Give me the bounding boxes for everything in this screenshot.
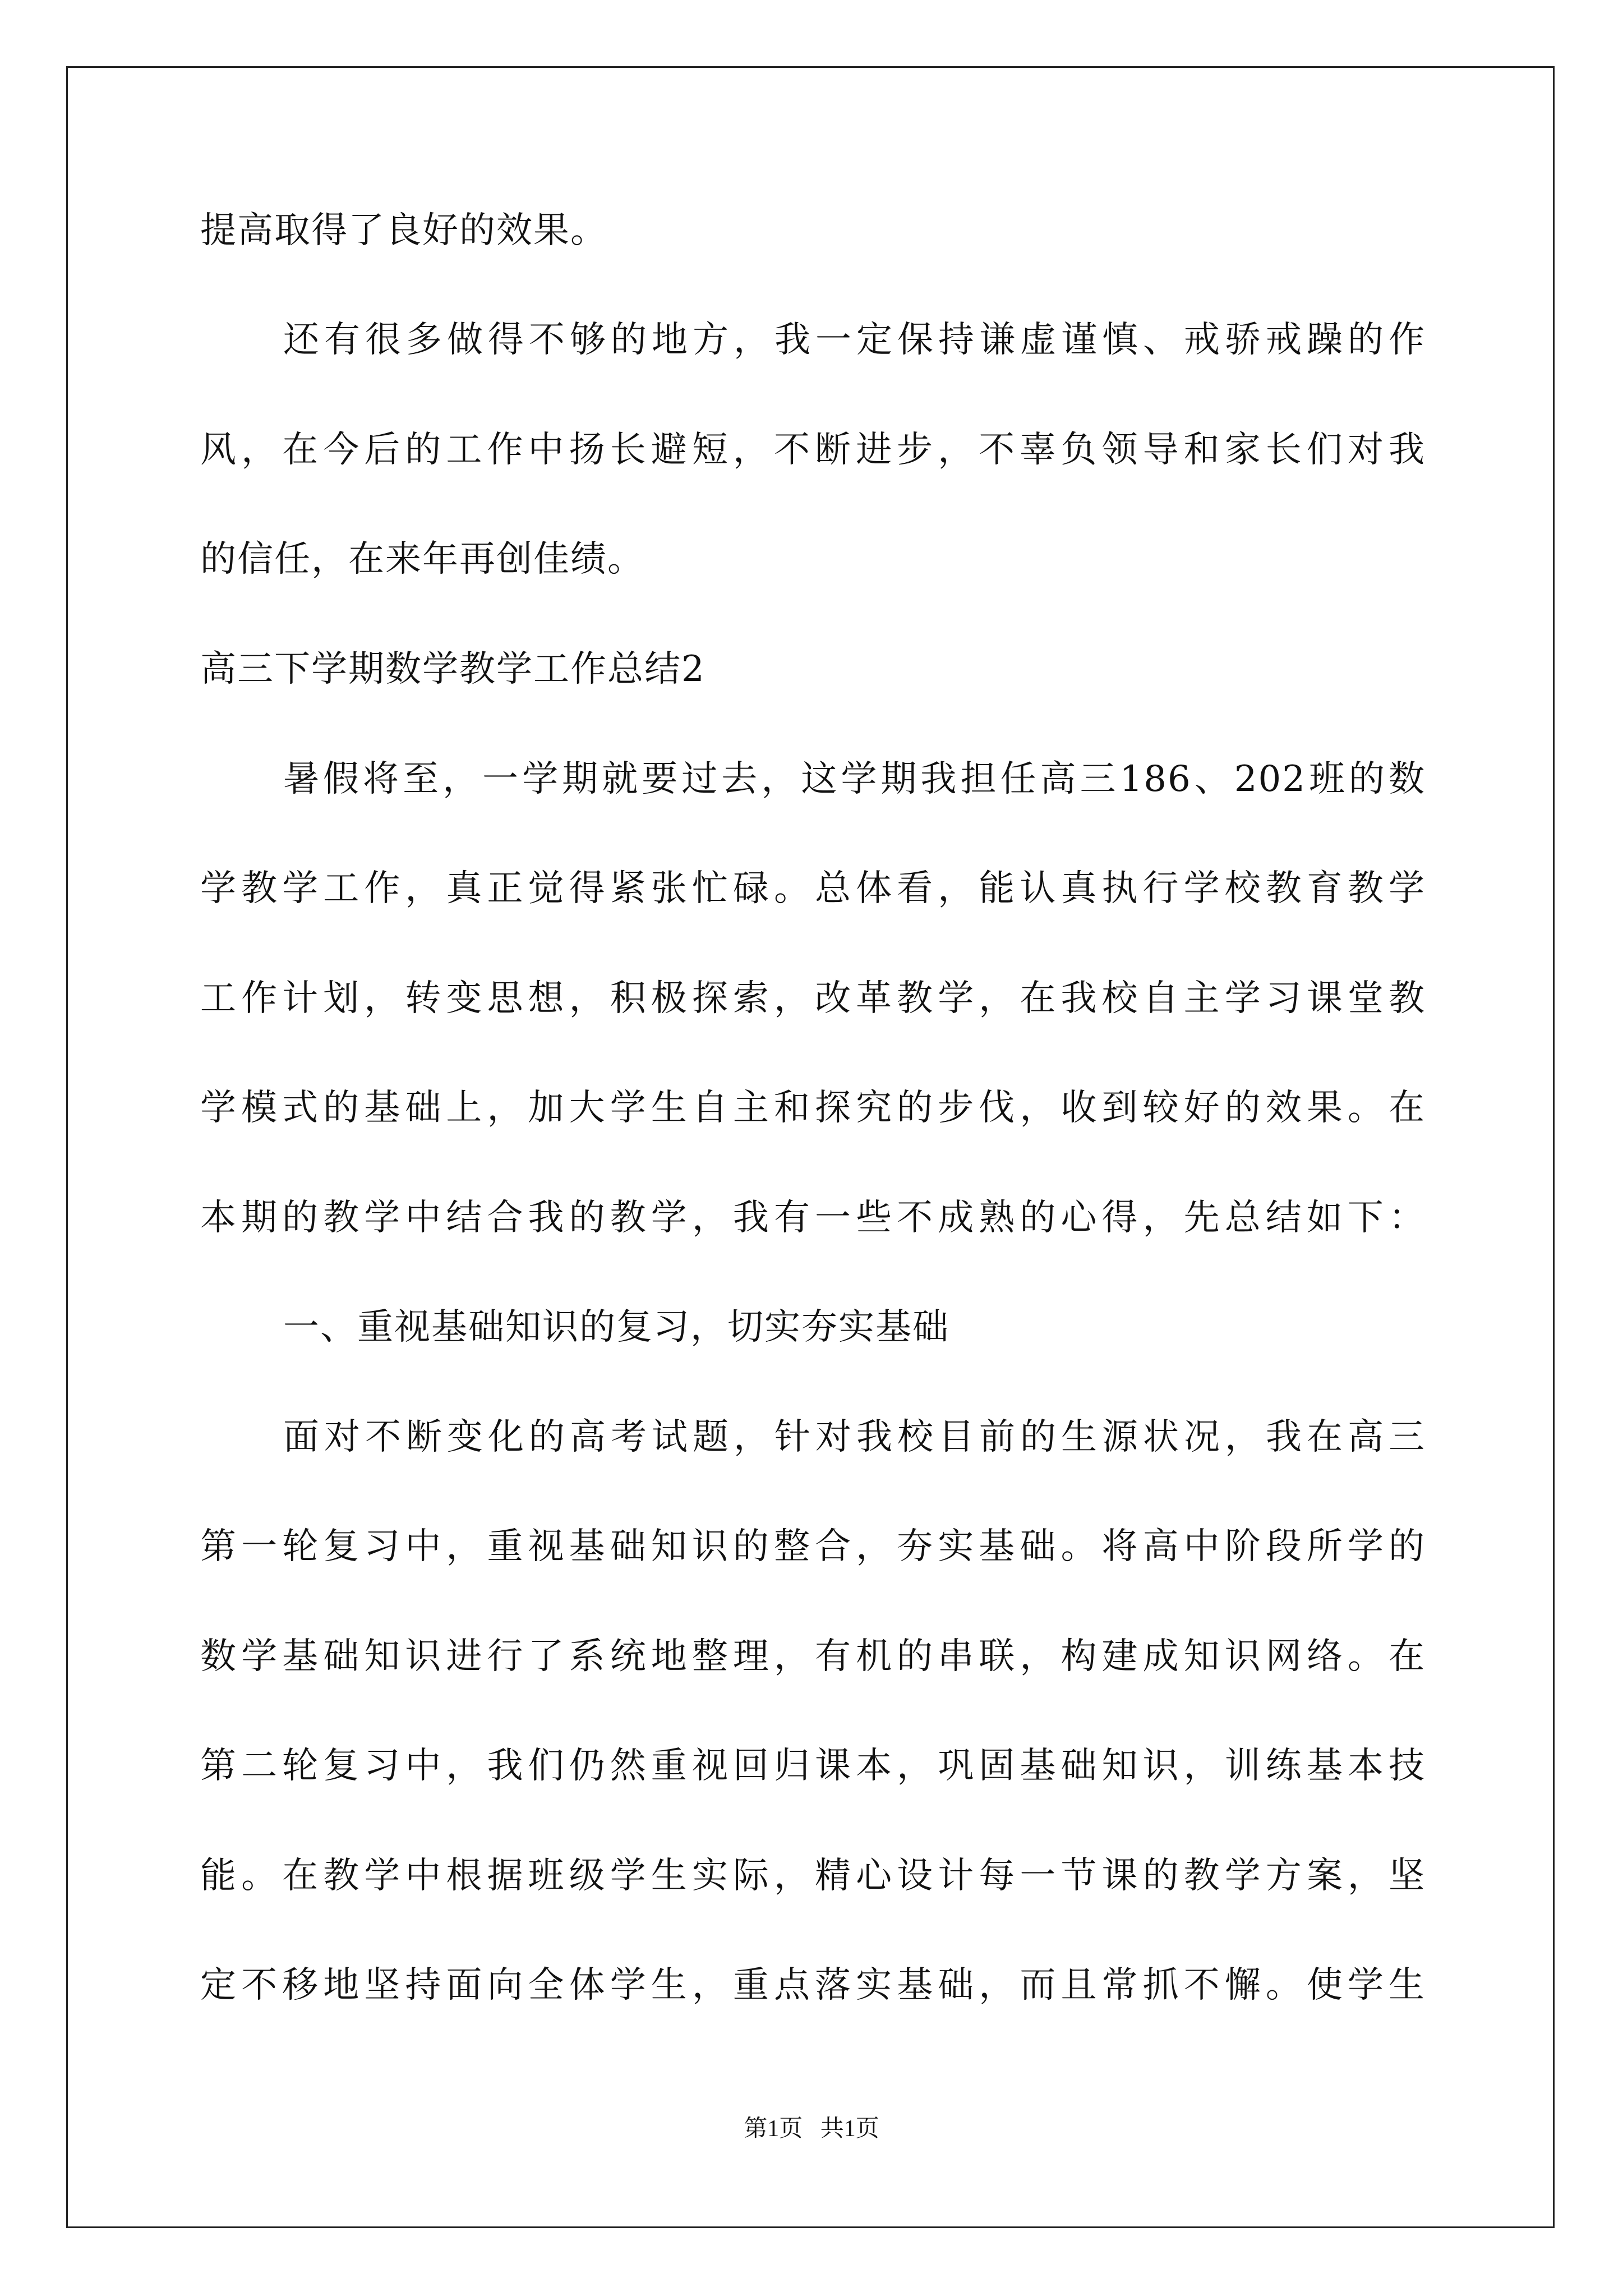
paragraph-line: 第二轮复习中，我们仍然重视回归课本，巩固基础知识，训练基本技 [200, 1745, 1426, 1787]
paragraph-line: 工作计划，转变思想，积极探索，改革教学，在我校自主学习课堂教 [200, 978, 1426, 1019]
paragraph-line: 风，在今后的工作中扬长避短，不断进步，不辜负领导和家长们对我 [200, 429, 1426, 471]
paragraph-line: 定不移地坚持面向全体学生，重点落实基础，而且常抓不懈。使学生 [200, 1964, 1426, 2006]
page-border [66, 66, 1555, 2228]
paragraph-line: 还有很多做得不够的地方，我一定保持谦虚谨慎、戒骄戒躁的作 [283, 319, 1426, 361]
paragraph-line: 第一轮复习中，重视基础知识的整合，夯实基础。将高中阶段所学的 [200, 1526, 1426, 1567]
section-heading: 高三下学期数学教学工作总结2 [200, 648, 706, 690]
paragraph-line: 能。在教学中根据班级学生实际，精心设计每一节课的教学方案，坚 [200, 1855, 1426, 1897]
paragraph-line: 的信任，在来年再创佳绩。 [200, 539, 644, 580]
paragraph-line: 学模式的基础上，加大学生自主和探究的步伐，收到较好的效果。在 [200, 1087, 1426, 1129]
paragraph-line: 提高取得了良好的效果。 [200, 210, 607, 251]
paragraph-line: 面对不断变化的高考试题，针对我校目前的生源状况，我在高三 [283, 1416, 1426, 1458]
paragraph-line: 本期的教学中结合我的教学，我有一些不成熟的心得，先总结如下： [200, 1197, 1426, 1239]
page-footer: 第1页 共1页 [744, 2116, 879, 2142]
paragraph-line: 学教学工作，真正觉得紧张忙碌。总体看，能认真执行学校教育教学 [200, 868, 1426, 909]
paragraph-line: 数学基础知识进行了系统地整理，有机的串联，构建成知识网络。在 [200, 1636, 1426, 1677]
subheading: 一、重视基础知识的复习，切实夯实基础 [283, 1306, 949, 1348]
paragraph-line: 暑假将至，一学期就要过去，这学期我担任高三186、202班的数 [283, 758, 1426, 800]
